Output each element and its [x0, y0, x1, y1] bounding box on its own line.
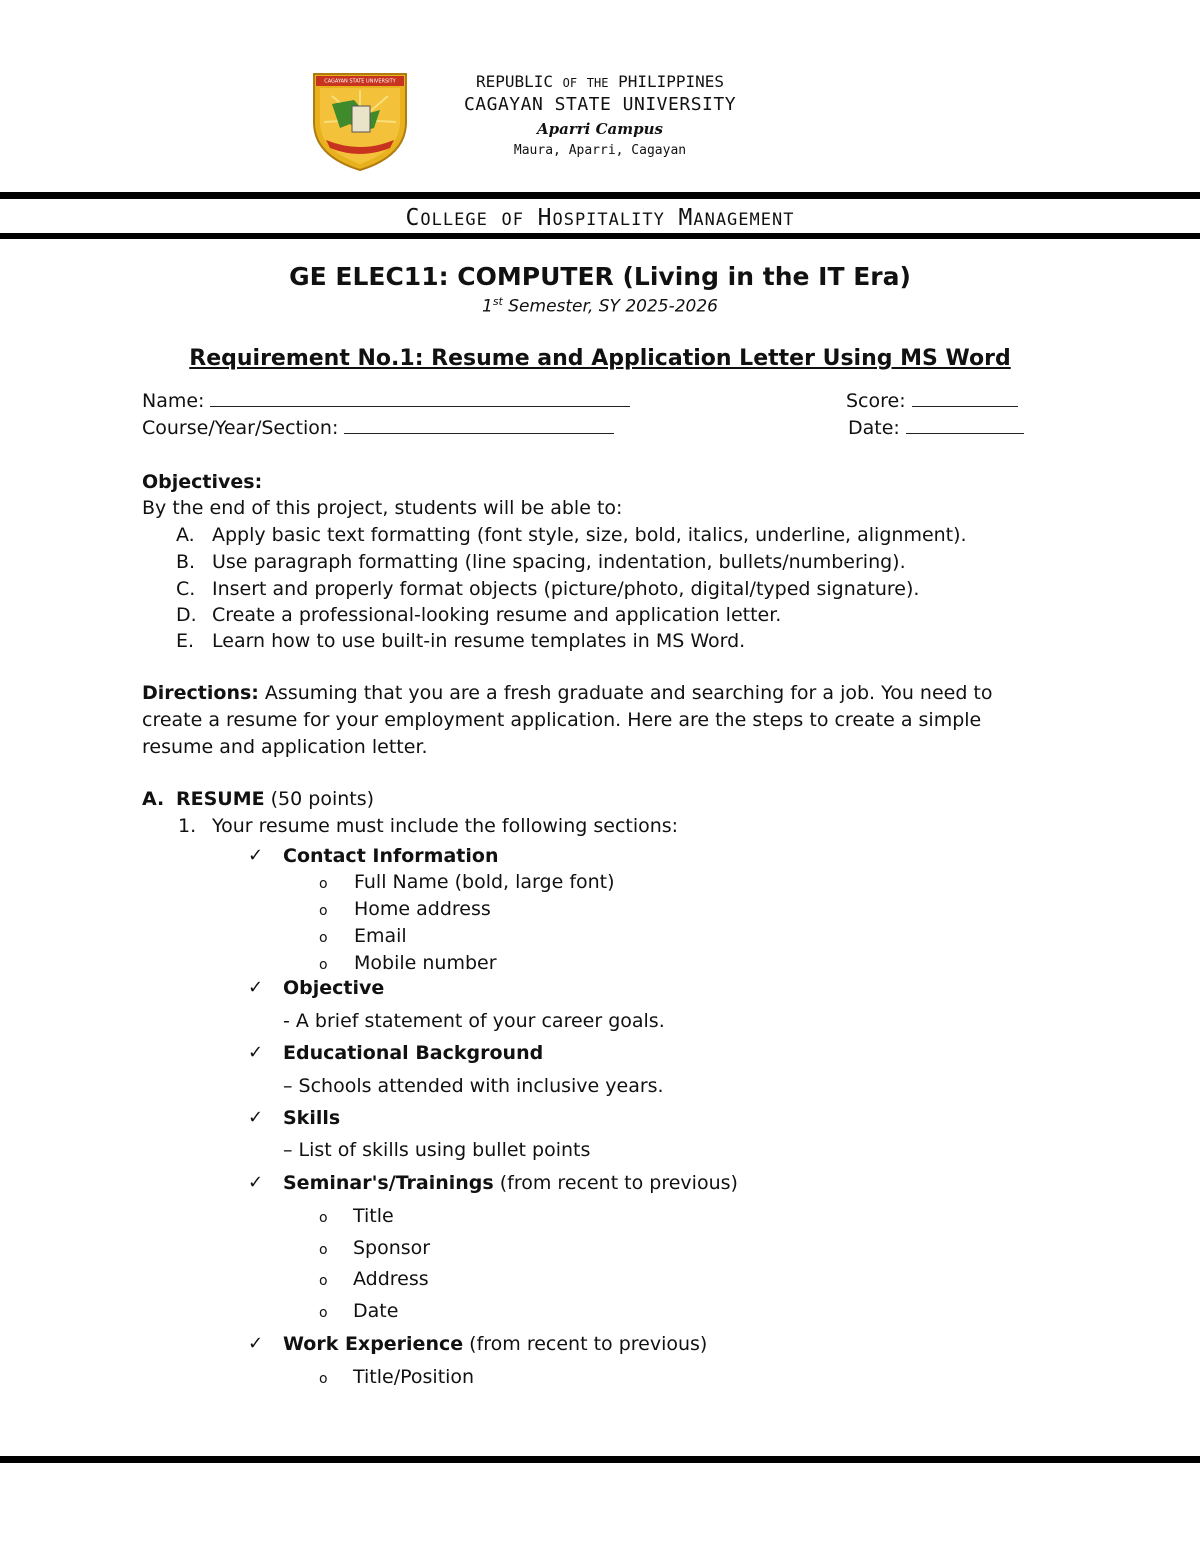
directions-line-3: resume and application letter. [142, 736, 428, 758]
seminar-item: Address [353, 1268, 429, 1290]
checkmark-icon: ✓ [248, 1172, 264, 1193]
seminar-item: Sponsor [353, 1237, 431, 1259]
objective-item-letter: C. [176, 578, 196, 600]
seminar-item: Date [353, 1300, 399, 1322]
circle-bullet-icon: o [319, 1210, 328, 1226]
contact-item: Mobile number [354, 952, 497, 974]
objective-item-letter: E. [176, 630, 195, 652]
course-title: GE ELEC11: COMPUTER (Living in the IT Era) [289, 262, 911, 291]
objective-item-text: Apply basic text formatting (font style, size, bold, italics, underline, alignment). [212, 524, 967, 546]
checkmark-icon: ✓ [248, 845, 264, 866]
course-year-section-field[interactable]: Course/Year/Section: [142, 417, 614, 439]
contact-item: Full Name (bold, large font) [354, 871, 615, 893]
seminar-item: Title [353, 1205, 394, 1227]
objective-item-letter: A. [176, 524, 195, 546]
circle-bullet-icon: o [319, 876, 328, 892]
university-seal-logo [310, 70, 410, 172]
section-seminars-trainings: Seminar's/Trainings (from recent to previous) [283, 1172, 738, 1194]
objective-description: - A brief statement of your career goals. [283, 1010, 665, 1032]
objective-item-letter: B. [176, 551, 196, 573]
objectives-heading: Objectives: [142, 471, 263, 493]
circle-bullet-icon: o [319, 1242, 328, 1258]
college-rule [0, 233, 1200, 239]
score-field[interactable]: Score: [846, 390, 1018, 412]
education-description: – Schools attended with inclusive years. [283, 1075, 664, 1097]
objective-item-text: Use paragraph formatting (line spacing, indentation, bullets/numbering). [212, 551, 906, 573]
skills-description: – List of skills using bullet points [283, 1139, 591, 1161]
college-name: COLLEGE OF HOSPITALITY MANAGEMENT [405, 205, 795, 231]
republic-line: REPUBLIC OF THE PHILIPPINES [475, 72, 725, 91]
objective-item-text: Insert and properly format objects (picture/photo, digital/typed signature). [212, 578, 920, 600]
circle-bullet-icon: o [319, 1273, 328, 1289]
circle-bullet-icon: o [319, 1305, 328, 1321]
contact-item: Home address [354, 898, 491, 920]
step-text: Your resume must include the following sections: [212, 815, 679, 837]
checkmark-icon: ✓ [248, 1333, 264, 1354]
objective-item-text: Learn how to use built-in resume templates in MS Word. [212, 630, 746, 652]
campus-address: Maura, Aparri, Cagayan [513, 143, 687, 158]
checkmark-icon: ✓ [248, 1107, 264, 1128]
objective-item-text: Create a professional-looking resume and application letter. [212, 604, 782, 626]
section-work-experience: Work Experience (from recent to previous) [283, 1333, 708, 1355]
checkmark-icon: ✓ [248, 977, 264, 998]
resume-letter: A. [142, 788, 165, 810]
section-skills: Skills [283, 1107, 341, 1129]
contact-item: Email [354, 925, 407, 947]
objective-item-letter: D. [176, 604, 197, 626]
directions-line-1: Directions: Assuming that you are a fresh graduate and searching for a job. You need to [142, 682, 993, 704]
section-educational-background: Educational Background [283, 1042, 544, 1064]
svg-text:CAGAYAN STATE UNIVERSITY: CAGAYAN STATE UNIVERSITY [324, 78, 396, 85]
section-contact-information: Contact Information [283, 845, 499, 867]
bottom-rule-thick [0, 1456, 1200, 1463]
date-field[interactable]: Date: [848, 417, 1024, 439]
campus-name: Aparri Campus [537, 120, 663, 138]
university-name: CAGAYAN STATE UNIVERSITY [463, 94, 737, 115]
semester-line: 1st Semester, SY 2025-2026 [481, 295, 718, 317]
work-item: Title/Position [353, 1366, 475, 1388]
top-rule-thick [0, 192, 1200, 199]
step-number: 1. [178, 815, 197, 837]
section-objective: Objective [283, 977, 385, 999]
objectives-intro: By the end of this project, students will be able to: [142, 497, 623, 519]
resume-heading: RESUME (50 points) [176, 788, 375, 810]
circle-bullet-icon: o [319, 930, 328, 946]
circle-bullet-icon: o [319, 903, 328, 919]
directions-line-2: create a resume for your employment application. Here are the steps to create a simple [142, 709, 982, 731]
name-field[interactable]: Name: [142, 390, 630, 412]
requirement-heading: Requirement No.1: Resume and Application Letter Using MS Word [189, 346, 1011, 371]
circle-bullet-icon: o [319, 957, 328, 973]
checkmark-icon: ✓ [248, 1042, 264, 1063]
circle-bullet-icon: o [319, 1371, 328, 1387]
